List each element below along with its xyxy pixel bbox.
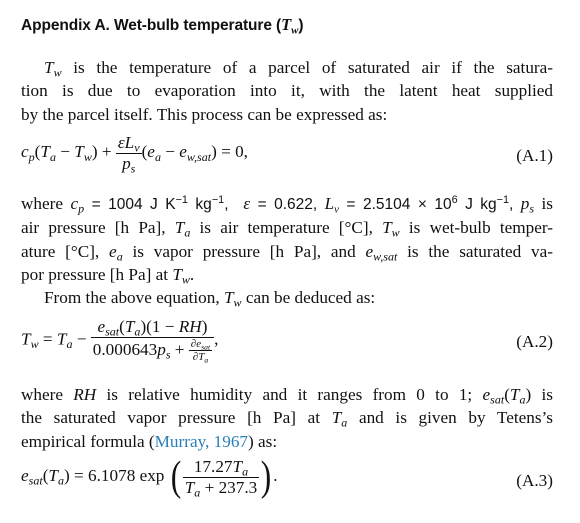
paragraph-intro [21, 56, 553, 126]
paragraph-definitions [21, 192, 553, 309]
paragraph-rh [21, 383, 553, 453]
heading-text: Appendix A. Wet-bulb temperature ( [21, 17, 282, 34]
fraction-derivative: $\frac{\partial e_{sat}}{\partial T_a}$ [190, 337, 211, 365]
citation-link-murray[interactable]: Murray, 1967 [154, 431, 249, 451]
para4-line3: empirical formula (Murray, 1967) as: [21, 431, 278, 451]
para2-line2: air pressure [h Pa], $T_a$ is air temperature [°C], $T_w$ is wet-bulb temper- [21, 218, 553, 240]
fraction-tetens: $\frac{17.27T_a}{T_a + 237.3}$ [184, 456, 258, 500]
para1-line3: by the parcel itself. This process can be expressed as: [21, 104, 388, 124]
equation-a3-body: $e_{sat}(T_a) = 6.1078$ exp ( $\frac{17.27T_a}{T_a + 237.3}$ ) . [21, 454, 278, 500]
heading-suffix: ) [298, 17, 304, 34]
heading-symbol: $T_w$ [281, 15, 299, 37]
para4-line2: the saturated vapor pressure [h Pa] at $T_a$ and is given by Tetens’s [21, 408, 553, 430]
para2-line4: por pressure [h Pa] at $T_w$. [21, 264, 195, 287]
para2-line1: where $c_p = 1004$ J $K^{-1}$ $kg^{-1}$, ε = 0.622, $L_v = 2.5104 \times 10^6$ J $kg^{-1}$, $p_s$ is [21, 194, 553, 216]
equation-a2 [21, 317, 553, 373]
equation-a3 [21, 456, 553, 512]
para1-line1: $T_w$ is the temperature of a parcel of saturated air if the satura- [44, 58, 553, 80]
para3-line1: From the above equation, $T_w$ can be deduced as: [44, 288, 376, 310]
para4-line1: where RH is relative humidity and it ranges from 0 to 1; $e_{sat}(T_a)$ is [21, 385, 553, 407]
fraction-lv-ps: $\frac{\varepsilon L_v}{p_s}$ [117, 133, 140, 176]
equation-number-a2: (A.2) [516, 332, 553, 351]
fraction-tw: $e_{sat}(T_a)(1 - RH)$ $0.000643p_s$ + $\frac{\partial e_{sat}}{\partial T_a}$ [91, 317, 214, 364]
equation-a1-body: $c_p(T_a - T_w)$ + $\frac{\varepsilon L_v}{p_s}$ $(e_a - e_{w,sat}) = 0$, [21, 133, 248, 176]
equation-a2-body: $T_w = T_a$ − $e_{sat}(T_a)(1 - RH)$ $0.000643p_s$ + $\frac{\partial e_{sat}}{\partial T_a}$ , [21, 317, 219, 365]
equation-a1 [21, 133, 553, 183]
para1-line2: tion is due to evaporation into it, with the latent heat supplied [21, 81, 553, 101]
equation-number-a3: (A.3) [516, 471, 553, 490]
para2-line3: ature [°C], $e_a$ is vapor pressure [h Pa], and $e_{w,sat}$ is the saturated va- [21, 241, 553, 264]
equation-number-a1: (A.1) [516, 146, 553, 165]
appendix-heading [21, 15, 303, 35]
